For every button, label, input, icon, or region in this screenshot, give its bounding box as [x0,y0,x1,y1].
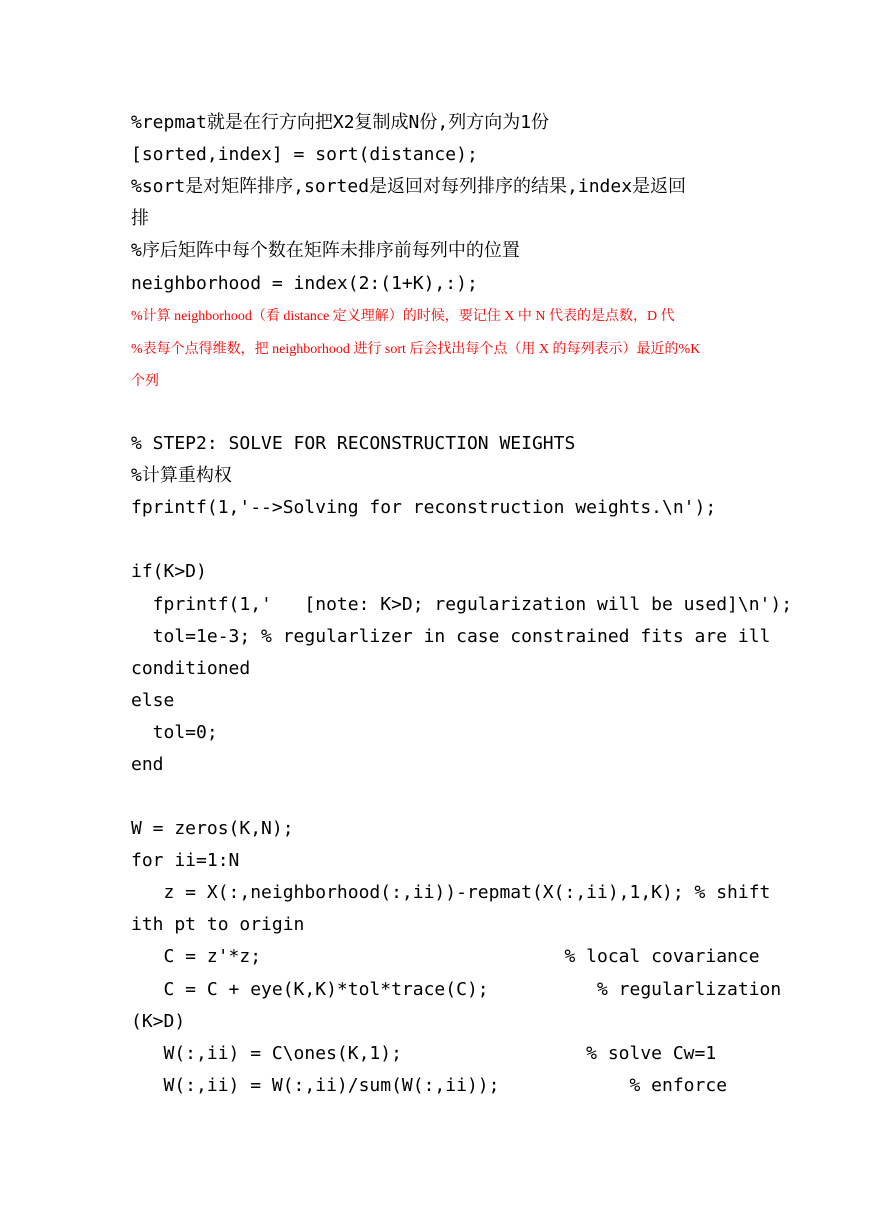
code-line: %sort是对矩阵排序,sorted是返回对每列排序的结果,index是返回 [131,176,687,197]
code-line: (K>D) [131,1011,186,1032]
code-line: W(:,ii) = C\ones(K,1); % solve Cw=1 [131,1043,717,1064]
code-line: C = z'*z; % local covariance [131,946,760,967]
code-line: C = C + eye(K,K)*tol*trace(C); % regularlization [131,979,782,1000]
code-line: % STEP2: SOLVE FOR RECONSTRUCTION WEIGHTS [131,433,576,454]
code-line: %计算重构权 [131,465,232,486]
comment-line-red: %表每个点得维数，把 neighborhood 进行 sort 后会找出每个点（用 X 的每列表示）最近的%K [131,342,701,357]
code-line: z = X(:,neighborhood(:,ii))-repmat(X(:,ii),1,K); % shift [131,882,771,903]
code-line: ith pt to origin [131,914,305,935]
code-line: fprintf(1,' [note: K>D; regularization will be used]\n'); [131,594,793,615]
code-line: [sorted,index] = sort(distance); [131,144,478,165]
code-line: %repmat就是在行方向把X2复制成N份,列方向为1份 [131,112,550,133]
comment-line-red: 个列 [131,374,159,389]
code-line: W = zeros(K,N); [131,818,294,839]
code-line: neighborhood = index(2:(1+K),:); [131,273,478,294]
code-line: else [131,690,175,711]
code-line: 排 [131,208,149,229]
code-line: for ii=1:N [131,850,240,871]
code-line: tol=1e-3; % regularlizer in case constrained fits are ill [131,626,771,647]
code-line: end [131,754,164,775]
code-line: fprintf(1,'-->Solving for reconstruction weights.\n'); [131,497,717,518]
code-line: W(:,ii) = W(:,ii)/sum(W(:,ii)); % enforce [131,1075,728,1096]
code-line: %序后矩阵中每个数在矩阵未排序前每列中的位置 [131,240,520,261]
comment-line-red: %计算 neighborhood（看 distance 定义理解）的时候，要记住 X 中 N 代表的是点数，D 代 [131,309,675,324]
code-line: if(K>D) [131,561,207,582]
code-line: conditioned [131,658,251,679]
code-line: tol=0; [131,722,218,743]
